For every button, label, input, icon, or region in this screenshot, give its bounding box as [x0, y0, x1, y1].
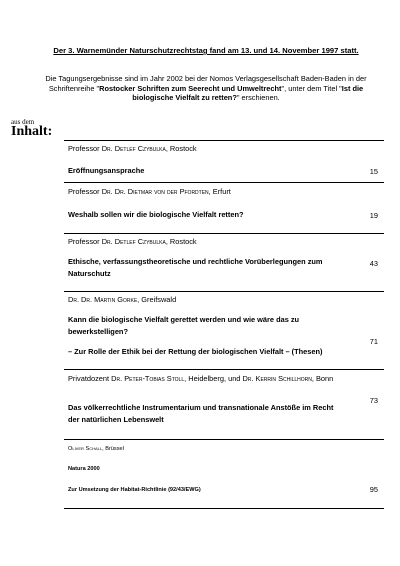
author-place: , Brüssel — [102, 446, 124, 452]
entry-title: Ethische, verfassungstheoretische und rechtliche Vorüberlegungen zum Naturschutz — [68, 257, 323, 279]
entry-title: Natura 2000 — [68, 466, 100, 472]
author-place: , Rostock — [165, 237, 197, 246]
entry-title: Eröffnungsansprache — [68, 166, 145, 175]
author-place-2: , Bonn — [311, 374, 334, 383]
author-place: , Greifswald — [137, 295, 177, 304]
page-number: 95 — [369, 485, 378, 494]
author-name: Oliver Schall — [68, 446, 103, 452]
divider — [64, 233, 384, 234]
intro-paragraph — [42, 74, 370, 103]
author-name-2: Dr. Kerrin Schillhorn — [242, 374, 312, 383]
divider — [64, 291, 384, 292]
aus-dem-label: aus dem — [11, 118, 35, 126]
contents-heading: Inhalt: — [11, 124, 53, 139]
page-number: 15 — [369, 167, 378, 176]
entry-title: Weshalb sollen wir die biologische Vielfalt retten? — [68, 210, 244, 219]
author-prefix: Professor — [68, 237, 102, 246]
entry-author — [68, 187, 231, 197]
author-prefix: Professor — [68, 144, 102, 153]
author-name: Dr. Peter-Tobias Stoll — [111, 374, 185, 383]
entry-subtitle: – Zur Rolle der Ethik bei der Rettung der biologischen Vielfalt – (Thesen) — [68, 347, 323, 356]
author-place: , Rostock — [165, 144, 197, 153]
author-name: Dr. Detlef Czybulka — [101, 144, 166, 153]
divider — [64, 369, 384, 370]
entry-author — [68, 374, 338, 384]
divider — [64, 182, 384, 183]
intro-part-3: " erschienen. — [236, 93, 280, 103]
intro-book-title: Ist die biologische Vielfalt zu retten? — [132, 83, 364, 103]
intro-series-name: Rostocker Schriften zum Seerecht und Umweltrecht — [99, 83, 282, 93]
entry-title: Das völkerrechtliche Instrumentarium und transnationale Anstöße im Recht der natürlichen Lebenswelt — [68, 403, 334, 425]
page-heading: Der 3. Warnemünder Naturschutzrechtstag fand am 13. und 14. November 1997 statt. — [53, 46, 359, 55]
divider — [64, 140, 384, 141]
entry-subtitle: Zur Umsetzung der Habitat-Richtlinie (92/43/EWG) — [68, 487, 201, 493]
entry-title: Kann die biologische Vielfalt gerettet werden und wie wäre das zu bewerkstelligen? — [68, 315, 300, 337]
author-prefix: Privatdozent — [68, 374, 112, 383]
page-number: 71 — [369, 337, 378, 346]
page-number: 19 — [369, 211, 378, 220]
entry-author — [68, 144, 197, 154]
divider — [64, 439, 384, 440]
divider — [64, 508, 384, 509]
author-prefix: Professor — [68, 187, 102, 196]
entry-author — [68, 295, 176, 305]
author-name: Dr. Dr. Martin Gorke — [68, 295, 138, 304]
page-number: 73 — [369, 396, 378, 405]
author-place: , Erfurt — [208, 187, 231, 196]
author-name: Dr. Dr. Dietmar von der Pfordten — [101, 187, 209, 196]
intro-part-1: Die Tagungsergebnisse sind im Jahr 2002 bei der Nomos Verlagsgesellschaft Baden-Baden in der Schriftenreihe " — [45, 74, 367, 93]
author-name: Dr. Detlef Czybulka — [101, 237, 166, 246]
author-place: , Heidelberg, und — [184, 374, 243, 383]
intro-part-2: ", unter dem Titel " — [281, 83, 342, 93]
entry-author — [68, 237, 197, 247]
page-number: 43 — [369, 259, 378, 268]
entry-author — [68, 445, 124, 453]
